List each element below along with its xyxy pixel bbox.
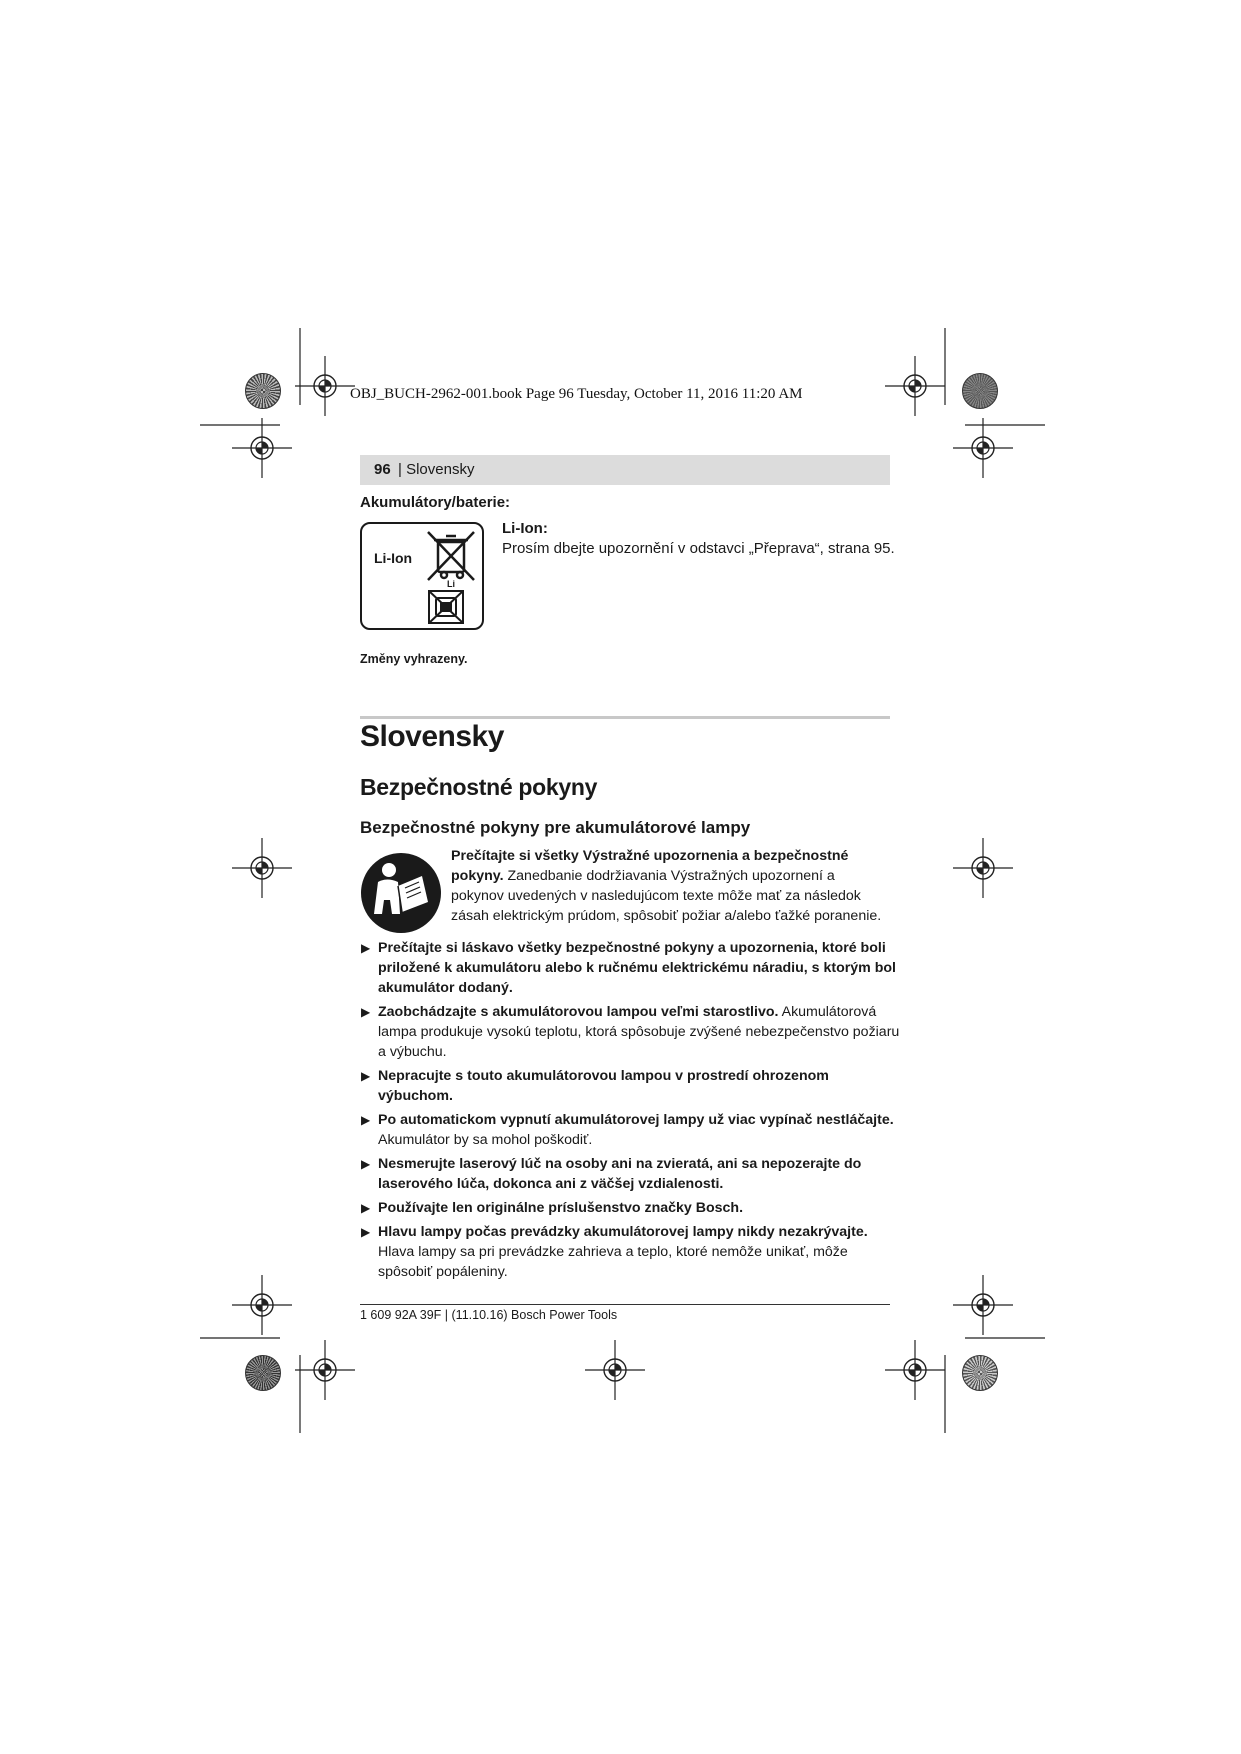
registration-mark-icon xyxy=(295,356,355,416)
language-title: Slovensky xyxy=(360,720,504,753)
list-item: ▶ Hlavu lampy počas prevádzky akumulátorovej lampy nikdy nezakrývajte. Hlava lampy sa pri prevádzke zahrieva a teplo, ktoré nemôže unikať, môže spôsobiť popáleniny. xyxy=(361,1224,868,1280)
liion-box-label: Li-Ion xyxy=(374,550,413,566)
registration-mark-icon xyxy=(885,1340,945,1400)
bullet-arrow-icon: ▶ xyxy=(361,1113,371,1127)
list-item: ▶ Nesmerujte laserový lúč na osoby ani na zvieratá, ani sa nepozerajte do laserového lúča, dokonca ani z väčšej vzdialenosti. xyxy=(361,1156,862,1192)
bullet-arrow-icon: ▶ xyxy=(361,1225,371,1239)
intro-paragraph xyxy=(451,846,891,926)
section-rule xyxy=(360,716,890,719)
bullet-arrow-icon: ▶ xyxy=(361,941,371,955)
lamp-safety-heading: Bezpečnostné pokyny pre akumulátorové lampy xyxy=(360,818,751,837)
list-item: ▶ Používajte len originálne príslušenstvo značky Bosch. xyxy=(361,1200,744,1216)
page-header xyxy=(360,455,890,485)
batteries-heading: Akumulátory/baterie: xyxy=(360,494,511,511)
color-target-icon xyxy=(245,1355,281,1391)
bullet-arrow-icon: ▶ xyxy=(361,1005,371,1019)
battery-disposal-icon xyxy=(426,588,466,626)
header-section: | Slovensky xyxy=(398,461,475,478)
bullet-arrow-icon: ▶ xyxy=(361,1157,371,1171)
registration-mark-icon xyxy=(953,838,1013,898)
registration-mark-icon xyxy=(953,1275,1013,1335)
crossed-out-bin-icon xyxy=(424,528,478,588)
svg-text:Li: Li xyxy=(447,579,455,588)
color-target-icon xyxy=(245,373,281,409)
list-item: ▶ Zaobchádzajte s akumulátorovou lampou veľmi starostlivo. Akumulátorová lampa produkuje vysokú teplotu, ktorá spôsobuje zvýšené nebezpečenstvo požiaru a výbuchu. xyxy=(361,1004,900,1060)
liion-text: Prosím dbejte upozornění v odstavci „Přeprava“, strana 95. xyxy=(502,540,895,557)
read-manual-icon xyxy=(360,852,442,934)
page-number: 96 xyxy=(374,461,391,478)
registration-mark-icon xyxy=(232,838,292,898)
changes-reserved: Změny vyhrazeny. xyxy=(360,652,468,666)
liion-symbol-box xyxy=(360,522,484,630)
registration-mark-icon xyxy=(232,1275,292,1335)
bullet-arrow-icon: ▶ xyxy=(361,1201,371,1215)
intro-normal: Zanedbanie dodržiavania Výstražných upozornení a pokynov uvedených v nasledujúcom texte môže mať za následok zásah elektrickým prúdom, spôsobiť požiar a/alebo ťažké poranenie. xyxy=(451,868,882,924)
registration-mark-icon xyxy=(953,418,1013,478)
list-item: ▶ Po automatickom vypnutí akumulátorovej lampy už viac vypínač nestláčajte. Akumulátor by sa mohol poškodiť. xyxy=(361,1112,894,1148)
registration-mark-icon xyxy=(232,418,292,478)
page-footer: 1 609 92A 39F | (11.10.16) Bosch Power Tools xyxy=(360,1308,618,1322)
safety-bullet-list xyxy=(360,938,902,1286)
registration-mark-icon xyxy=(585,1340,645,1400)
list-item: ▶ Nepracujte s touto akumulátorovou lampou v prostredí ohrozenom výbuchom. xyxy=(361,1068,829,1104)
registration-mark-icon xyxy=(295,1340,355,1400)
bullet-arrow-icon: ▶ xyxy=(361,1069,371,1083)
safety-heading: Bezpečnostné pokyny xyxy=(360,774,598,800)
registration-mark-icon xyxy=(885,356,945,416)
color-target-icon xyxy=(962,373,998,409)
footer-rule xyxy=(360,1304,890,1305)
slug-line: OBJ_BUCH-2962-001.book Page 96 Tuesday, October 11, 2016 11:20 AM xyxy=(350,386,803,402)
color-target-icon xyxy=(962,1355,998,1391)
list-item: ▶ Prečítajte si láskavo všetky bezpečnostné pokyny a upozornenia, ktoré boli priložené k akumulátoru alebo k ručnému elektrickému náradiu, s ktorým bol akumulátor dodaný. xyxy=(361,940,896,996)
intro-bold: Prečítajte si všetky Výstražné upozornenia a bezpečnostné pokyny. xyxy=(451,848,849,884)
liion-title: Li-Ion: xyxy=(502,520,548,537)
